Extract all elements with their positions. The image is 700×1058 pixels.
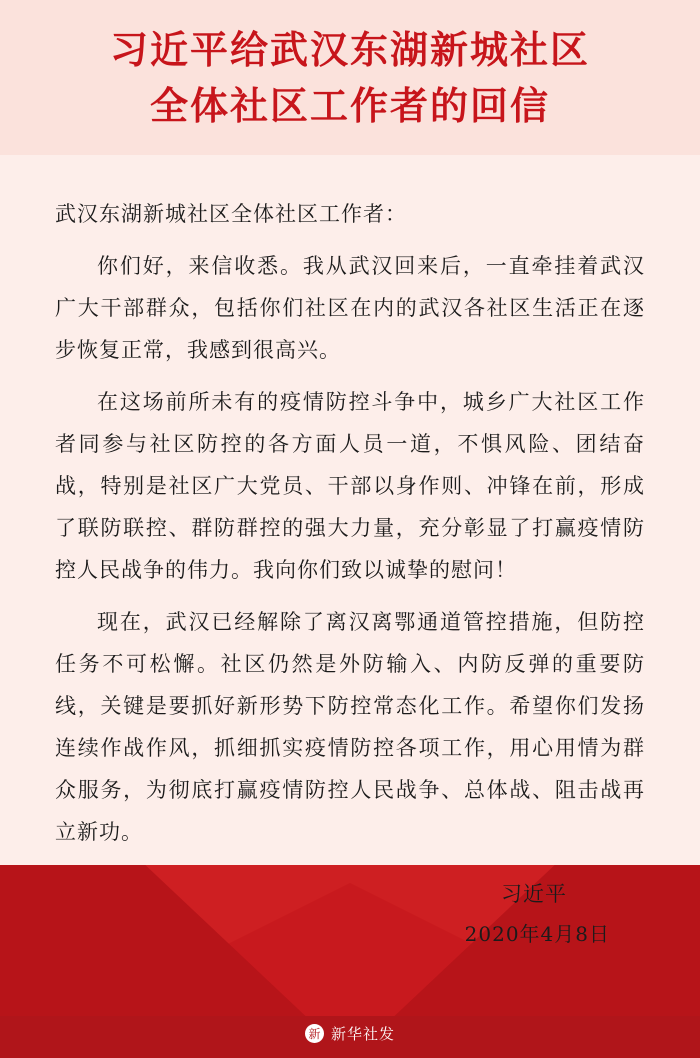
letter-salutation: 武汉东湖新城社区全体社区工作者： [55,202,407,226]
title-line-1: 习近平给武汉东湖新城社区 [109,27,590,73]
xinhua-logo-icon: 新 [305,1024,324,1043]
letter-signature-date: 2020年4月8日 [464,921,610,946]
title-line-2: 全体社区工作者的回信 [149,82,550,128]
letter-paragraph-1: 你们好，来信收悉。我从武汉回来后，一直牵挂着武汉广大干部群众，包括你们社区在内的武汉各社区生活正在逐步恢复正常，我感到很高兴。 [55,254,645,362]
letter-sheet [0,155,700,946]
letter-paragraph-2: 在这场前所未有的疫情防控斗争中，城乡广大社区工作者同参与社区防控的各方面人员一道，不惧风险、团结奋战，特别是社区广大党员、干部以身作则、冲锋在前，形成了联防联控、群防群控的强大力量，充分彰显了打赢疫情防控人民战争的伟力。我向你们致以诚挚的慰问！ [55,390,645,582]
letter-body [55,193,645,953]
footer-credit-text: 新华社发 [330,1025,395,1043]
poster-header [0,0,700,155]
letter-signature-name: 习近平 [501,882,567,906]
letter-paragraph-3: 现在，武汉已经解除了离汉离鄂通道管控措施，但防控任务不可松懈。社区仍然是外防输入、内防反弹的重要防线，关键是要抓好新形势下防控常态化工作。希望你们发扬连续作战作风，抓细抓实疫情防控各项工作，用心用情为群众服务，为彻底打赢疫情防控人民战争、总体战、阻击战再立新功。 [55,610,645,844]
footer-credit [0,1023,700,1044]
